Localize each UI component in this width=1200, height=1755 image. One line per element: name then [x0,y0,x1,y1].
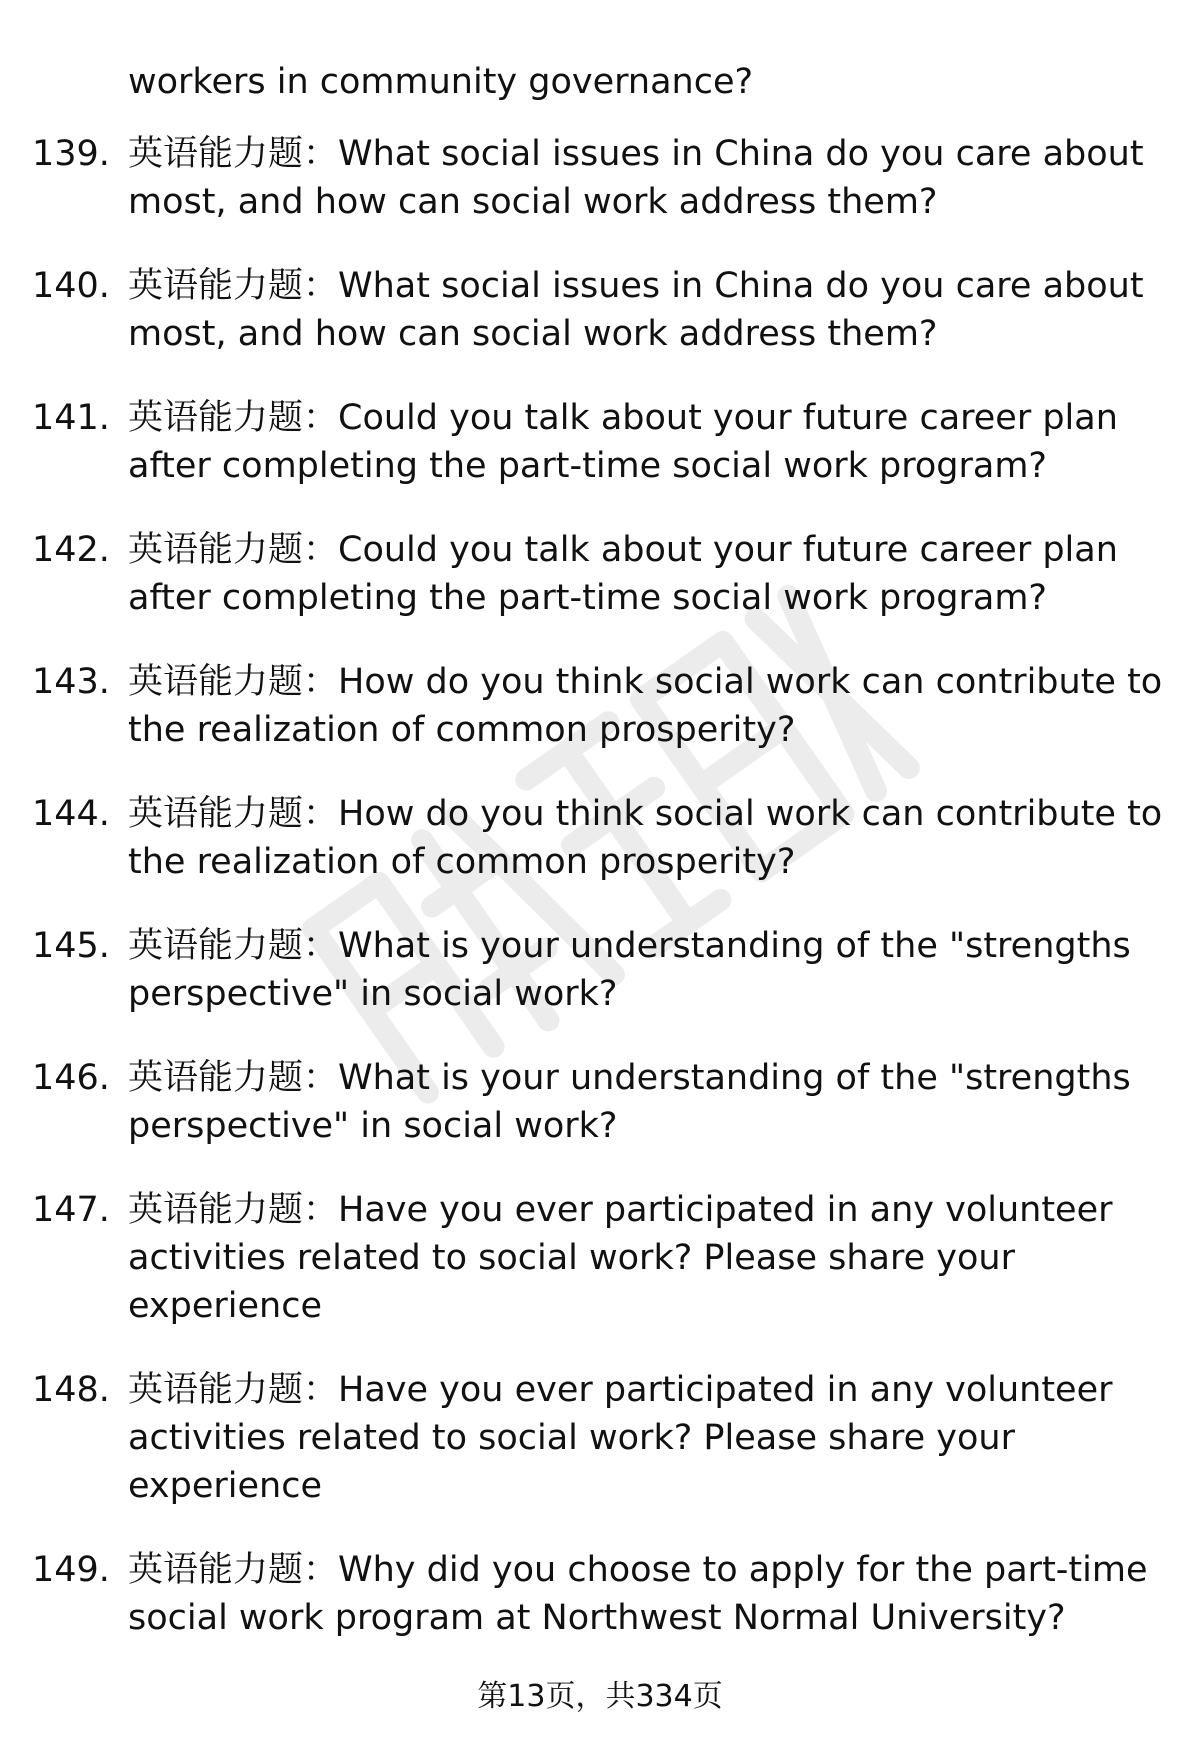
question-number: 143. [32,662,110,702]
question-number: 142. [32,530,110,570]
question-number: 139. [32,134,110,174]
page-footer: 第13页，共334页 [477,1679,723,1714]
question-number: 145. [32,926,110,966]
question-text: 英语能力题：What social issues in China do you care about most, and how can social work address them? [128,134,1144,222]
question-number: 148. [32,1370,110,1410]
question-text: 英语能力题：Could you talk about your future career plan after completing the part-time social work program? [128,398,1118,486]
question-text: 英语能力题：Have you ever participated in any volunteer activities related to social work? Please share your experience [128,1370,1113,1506]
question-text: 英语能力题：What is your understanding of the "strengths perspective" in social work? [128,1058,1131,1146]
question-number: 147. [32,1190,110,1230]
question-text: 英语能力题：How do you think social work can contribute to the realization of common prosperity? [128,662,1163,750]
question-text: 英语能力题：What is your understanding of the "strengths perspective" in social work? [128,926,1131,1014]
question-text: 英语能力题：What social issues in China do you care about most, and how can social work address them? [128,266,1144,354]
question-number: 146. [32,1058,110,1098]
question-number: 141. [32,398,110,438]
question-text: 英语能力题：Have you ever participated in any volunteer activities related to social work? Please share your experience [128,1190,1113,1326]
question-number: 140. [32,266,110,306]
question-text: 英语能力题：How do you think social work can contribute to the realization of common prosperity? [128,794,1163,882]
question-text: 英语能力题：Why did you choose to apply for the part-time social work program at Northwest Normal University? [128,1550,1148,1638]
continuation-text: workers in community governance? [128,62,754,102]
question-number: 144. [32,794,110,834]
question-text: 英语能力题：Could you talk about your future career plan after completing the part-time social work program? [128,530,1118,618]
question-number: 149. [32,1550,110,1590]
